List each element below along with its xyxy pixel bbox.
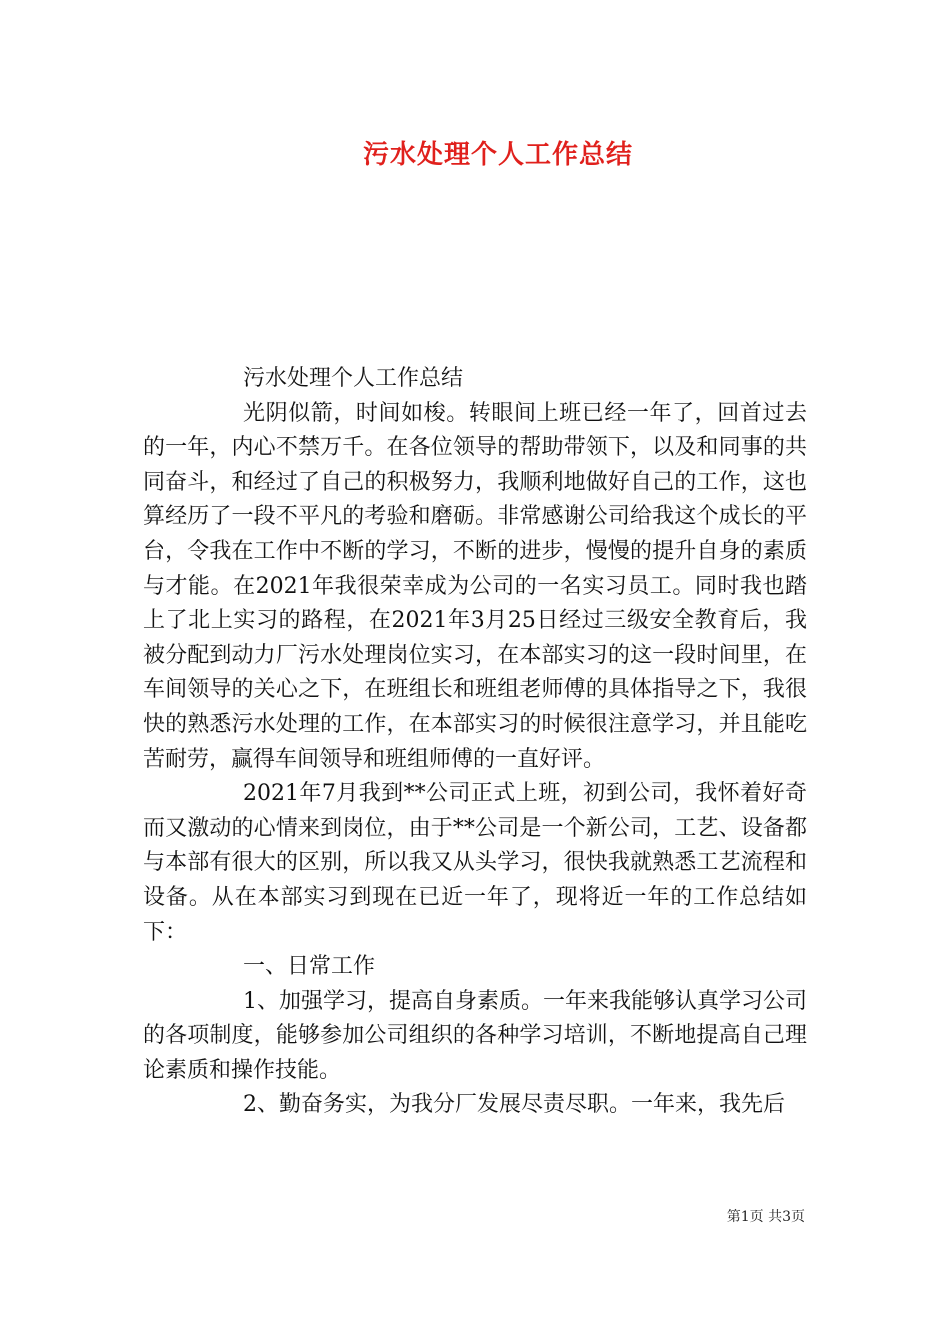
page-number: 第1页 共3页 (726, 1209, 805, 1225)
section-heading-daily-work: 一、日常工作 (243, 954, 376, 980)
paragraph-arrival: 2021年7月我到**公司正式上班，初到公司，我怀着好奇而又激动的心情来到岗位，由于**公司是一个新公司，工艺、设备都与本部有很大的区别，所以我又从头学习，很快我就熟悉工艺流程和设备。从在本部实习到现在已近一年了，现将近一年的工作总结如下： (143, 781, 807, 945)
body-heading: 污水处理个人工作总结 (243, 366, 464, 391)
document-title: 污水处理个人工作总结 (362, 140, 633, 170)
paragraph-intro: 光阴似箭，时间如梭。转眼间上班已经一年了，回首过去的一年，内心不禁万千。在各位领导的帮助带领下，以及和同事的共同奋斗，和经过了自己的积极努力，我顺利地做好自己的工作，这也算经历了一段不平凡的考验和磨砺。非常感谢公司给我这个成长的平台，令我在工作中不断的学习，不断的进步，慢慢的提升自身的素质与才能。在2021年我很荣幸成为公司的一名实习员工。同时我也踏上了北上实习的路程，在2021年3月25日经过三级安全教育后，我被分配到动力厂污水处理岗位实习，在本部实习的这一段时间里，在车间领导的关心之下，在班组长和班组老师傅的具体指导之下，我很快的熟悉污水处理的工作，在本部实习的时候很注意学习，并且能吃苦耐劳，赢得车间领导和班组师傅的一直好评。 (143, 400, 807, 772)
document-body (143, 362, 807, 1123)
paragraph-item-1: 1、加强学习，提高自身素质。一年来我能够认真学习公司的各项制度，能够参加公司组织的各种学习培训，不断地提高自己理论素质和操作技能。 (143, 988, 807, 1083)
paragraph-item-2: 2、勤奋务实，为我分厂发展尽责尽职。一年来，我先后 (243, 1092, 785, 1118)
